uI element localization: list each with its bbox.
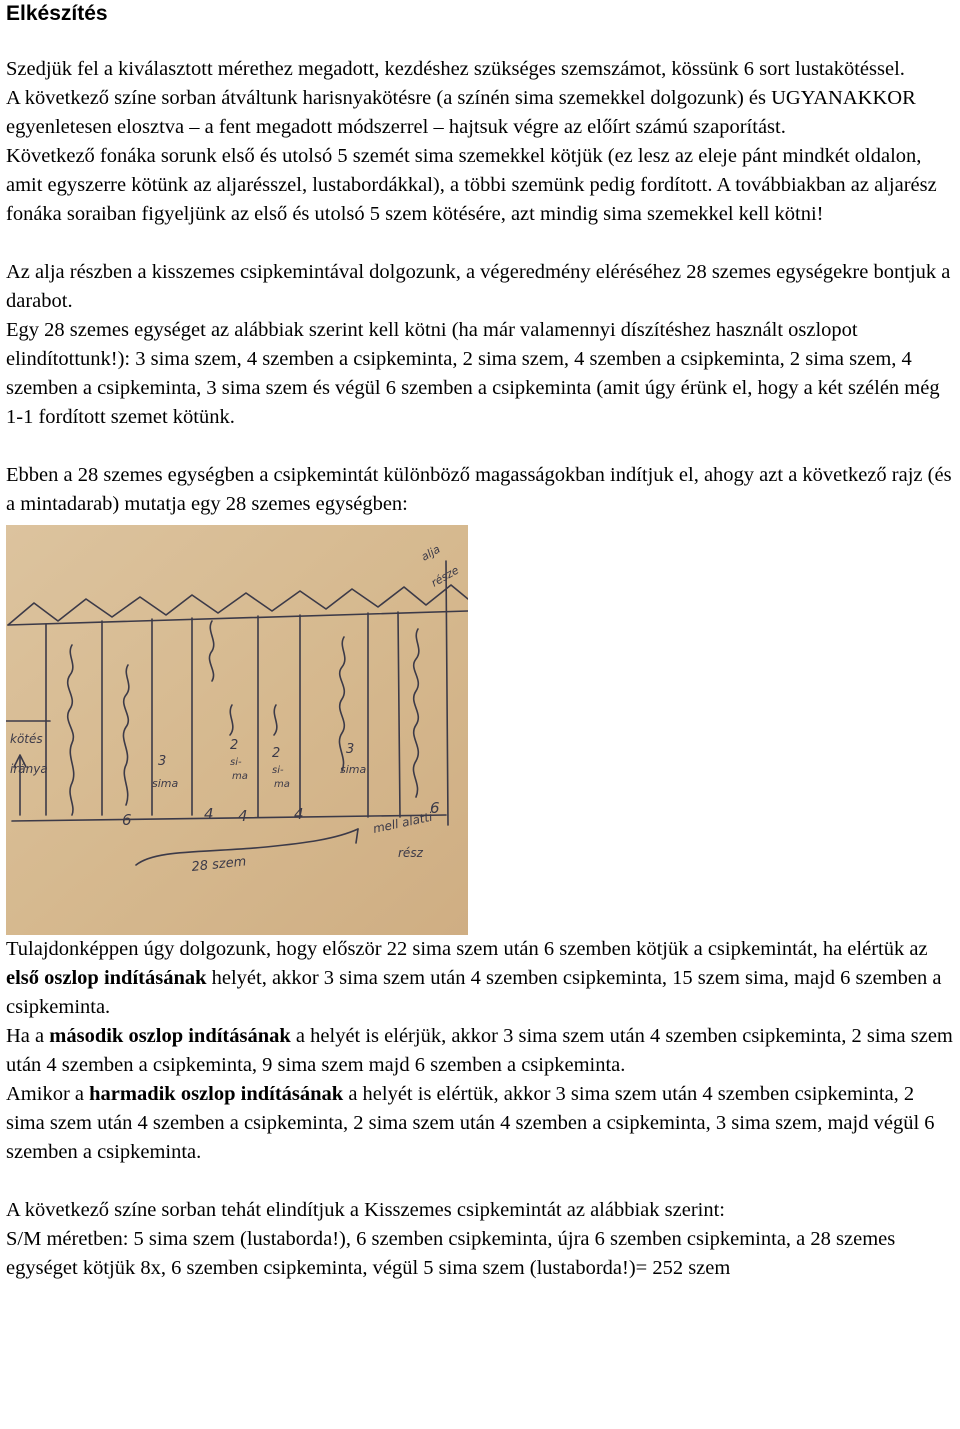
spacer bbox=[6, 432, 958, 461]
label-sima-right: sima bbox=[340, 763, 367, 776]
paragraph-stockinette: A következő színe sorban átváltunk harisnyakötésre (a színén sima szemekkel dolgozunk) és UGYANAKKOR egyenletesen elosztva – a fent megadott módszerrel – hajtsuk végre az előírt számú szaporítást. bbox=[6, 87, 916, 138]
label-4-a: 4 bbox=[204, 805, 214, 823]
label-2-b: 2 bbox=[272, 746, 281, 761]
label-ma-a: ma bbox=[232, 771, 248, 782]
label-6-left: 6 bbox=[122, 811, 132, 829]
lace-pattern-sketch bbox=[6, 525, 468, 935]
bold-third-column: harmadik oszlop indításának bbox=[89, 1083, 344, 1105]
label-si-a: si- bbox=[230, 757, 242, 768]
spacer bbox=[6, 1167, 958, 1196]
section-heading: Elkészítés bbox=[6, 2, 108, 25]
paragraph-third-column: Amikor a harmadik oszlop indításának a helyét is elértük, akkor 3 sima szem után 4 szemben csipkeminta, 2 sima szem után 4 szemben a csipkeminta, 2 sima szem után 4 szemben a csipkeminta, 3 sima szem, majd végül 6 szemben a csipkeminta. bbox=[6, 1083, 935, 1163]
paragraph-first-column: Tulajdonképpen úgy dolgozunk, hogy először 22 sima szem után 6 szemben kötjük a csipkemintát, ha elértük az első oszlop indításának helyét, akkor 3 sima szem után 4 szemben csipkeminta, 15 szem sima, majd 6 szemben a csipkeminta. bbox=[6, 938, 942, 1018]
paragraph-sm-size: S/M méretben: 5 sima szem (lustaborda!), 6 szemben csipkeminta, újra 6 szemben csipkeminta, a 28 szemes egységet kötjük 8x, 6 szemben csipkeminta, végül 5 sima szem (lustaborda!)= 252 szem bbox=[6, 1228, 896, 1279]
label-sima-left: sima bbox=[152, 777, 179, 790]
bold-second-column: második oszlop indításának bbox=[49, 1025, 291, 1047]
spacer bbox=[6, 26, 958, 55]
paragraph-border: Következő fonáka sorunk első és utolsó 5 szemét sima szemekkel kötjük (ez lesz az eleje pánt mindkét oldalon, amit egyszerre kötünk az aljarésszel, lustabordákkal), a többi szemünk pedig fordított. A továbbiakban az aljarész fonáka soraiban figyeljünk az első és utolsó 5 szem kötésére, azt mindig sima szemekkel kell kötni! bbox=[6, 145, 937, 225]
label-kotes: kötés bbox=[10, 732, 43, 746]
label-alja: alja bbox=[419, 542, 443, 564]
paragraph-28-unit: Egy 28 szemes egységet az alábbiak szerint kell kötni (ha már valamennyi díszítéshez használt oszlopot elindítottunk!): 3 sima szem, 4 szemben a csipkeminta, 2 sima szem, 4 szemben a csipkeminta, 2 sima szem, 4 szemben a csipkeminta, 3 sima szem és végül 6 szemben a csipkeminta (amit úgy érünk el, hogy a két szélén még 1-1 fordított szemet kötünk. bbox=[6, 319, 940, 428]
label-ma-b: ma bbox=[274, 779, 290, 790]
label-2-a: 2 bbox=[230, 738, 239, 753]
bold-first-column: első oszlop indításának bbox=[6, 967, 207, 989]
label-si-b: si- bbox=[272, 765, 284, 776]
label-3-right: 3 bbox=[346, 742, 355, 757]
label-iranya: iránya bbox=[10, 762, 48, 776]
label-4-b: 4 bbox=[238, 807, 248, 825]
label-mell-alatti: mell alatti bbox=[371, 809, 434, 836]
paragraph-second-column: Ha a második oszlop indításának a helyét is elérjük, akkor 3 sima szem után 4 szemben csipkeminta, 2 sima szem után 4 szemben a csipkeminta, 9 sima szem majd 6 szemben a csipkeminta. bbox=[6, 1025, 953, 1076]
label-4-c: 4 bbox=[294, 805, 304, 823]
label-resze: része bbox=[429, 563, 462, 590]
paragraph-lace-intro: Az alja részben a kisszemes csipkemintával dolgozunk, a végeredmény eléréséhez 28 szemes egységekre bontjuk a darabot. bbox=[6, 261, 951, 312]
label-resz: rész bbox=[398, 846, 423, 860]
paragraph-next-row: A következő színe sorban tehát elindítjuk a Kisszemes csipkemintát az alábbiak szerint: bbox=[6, 1199, 725, 1221]
label-6-right: 6 bbox=[430, 799, 440, 817]
label-3-left: 3 bbox=[158, 754, 167, 769]
spacer bbox=[6, 229, 958, 258]
paragraph-heights: Ebben a 28 szemes egységben a csipkemintát különböző magasságokban indítjuk el, ahogy azt a következő rajz (és a mintadarab) mutatja egy 28 szemes egységben: bbox=[6, 464, 952, 515]
paragraph-cast-on: Szedjük fel a kiválasztott mérethez megadott, kezdéshez szükséges szemszámot, kössünk 6 sort lustakötéssel. bbox=[6, 58, 905, 80]
document-page bbox=[6, 0, 958, 1283]
label-28-szem: 28 szem bbox=[190, 854, 248, 875]
